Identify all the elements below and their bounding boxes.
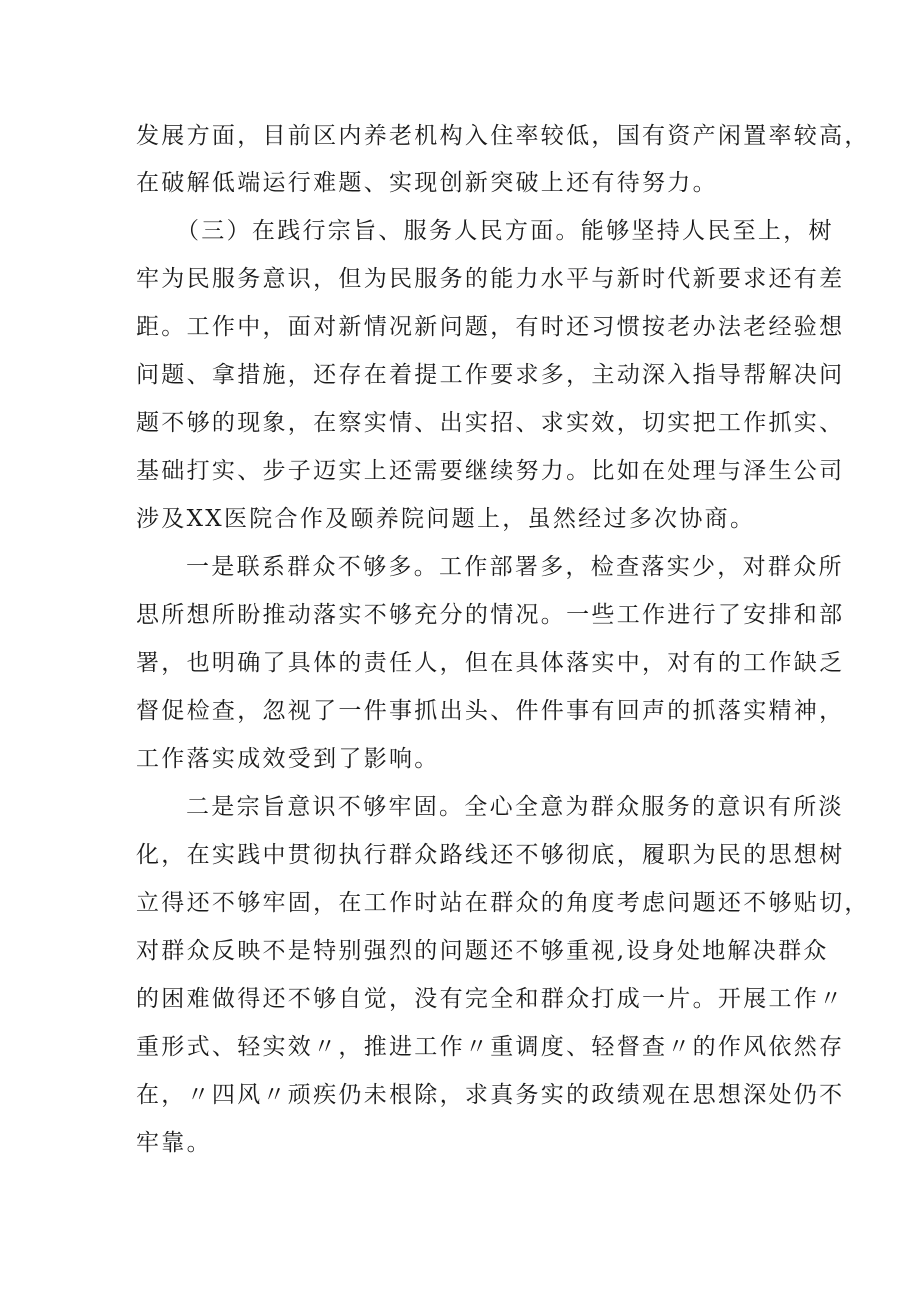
text-line: 距。工作中，面对新情况新问题，有时还习惯按老办法老经验想: [136, 314, 845, 340]
text-line: 题不够的现象，在察实情、出实招、求实效，切实把工作抓实、: [136, 410, 845, 436]
text-line: 问题、拿措施，还存在着提工作要求多，主动深入指导帮解决问: [136, 362, 845, 388]
text-line: （三）在践行宗旨、服务人民方面。能够坚持人民至上，树: [176, 218, 834, 244]
text-line: 重形式、轻实效〃，推进工作〃重调度、轻督查〃的作风依然存: [136, 1034, 845, 1060]
text-line: 在，〃四风〃顽疾仍未根除，求真务实的政绩观在思想深处仍不: [136, 1082, 845, 1108]
text-line: 化，在实践中贯彻执行群众路线还不够彻底，履职为民的思想树: [136, 842, 845, 868]
text-line: 发展方面，目前区内养老机构入住率较低，国有资产闲置率较高，: [136, 123, 870, 149]
text-line: 一是联系群众不够多。工作部署多，检查落实少，对群众所: [186, 554, 844, 580]
text-line: 基础打实、步子迈实上还需要继续努力。比如在处理与泽生公司: [136, 458, 845, 484]
text-line: 署，也明确了具体的责任人，但在具体落实中，对有的工作缺乏: [136, 650, 845, 676]
text-line: 涉及XX医院合作及颐养院问题上，虽然经过多次协商。: [136, 506, 756, 532]
text-line: 在破解低端运行难题、实现创新突破上还有待努力。: [136, 170, 718, 196]
text-line: 二是宗旨意识不够牢固。全心全意为群众服务的意识有所淡: [186, 794, 844, 820]
text-line: 立得还不够牢固，在工作时站在群众的角度考虑问题还不够贴切，: [136, 890, 870, 916]
text-line: 的困难做得还不够自觉，没有完全和群众打成一片。开展工作〃: [136, 986, 845, 1012]
text-line: 牢靠。: [136, 1130, 212, 1156]
text-line: 督促检查，忽视了一件事抓出头、件件事有回声的抓落实精神，: [136, 698, 845, 724]
text-line: 工作落实成效受到了影响。: [136, 746, 440, 772]
text-line: 思所想所盼推动落实不够充分的情况。一些工作进行了安排和部: [136, 602, 845, 628]
text-line: 对群众反映不是特别强烈的问题还不够重视,设身处地解决群众: [136, 938, 829, 964]
text-line: 牢为民服务意识，但为民服务的能力水平与新时代新要求还有差: [136, 266, 845, 292]
